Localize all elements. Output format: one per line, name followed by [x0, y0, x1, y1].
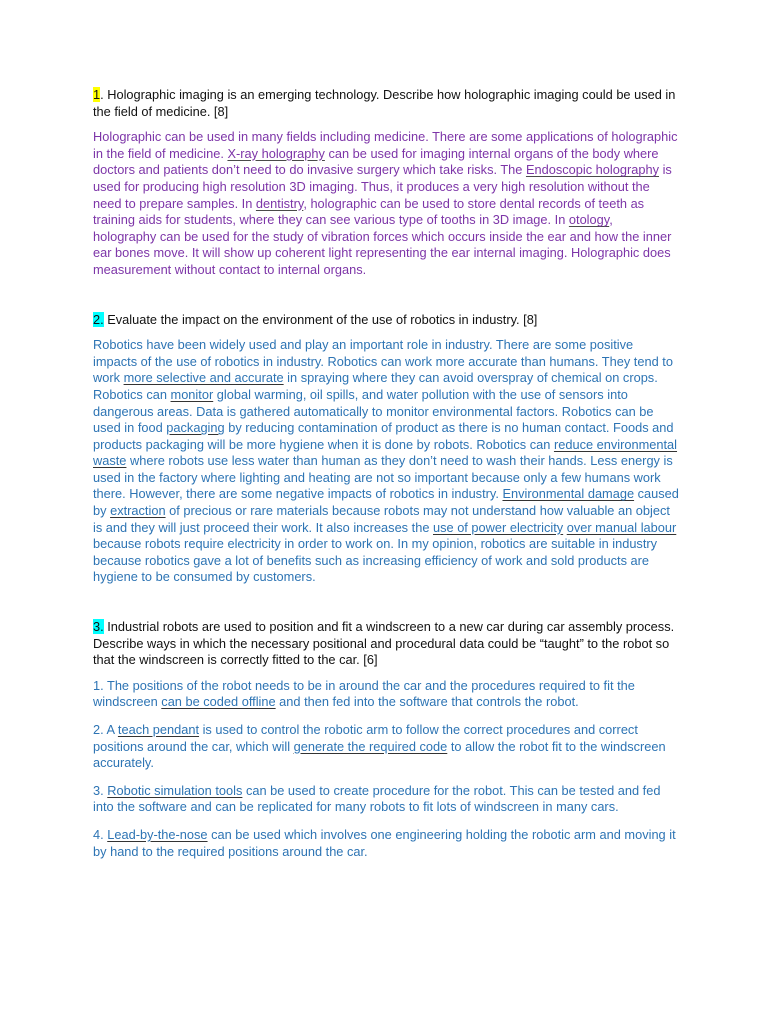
answer-2-underlined-term: Environmental damage	[502, 486, 635, 502]
answer-3-text: and then fed into the software that controls the robot.	[275, 694, 579, 710]
answer-3-underlined-term: generate the required code	[293, 738, 448, 754]
question-3-text: Industrial robots are used to position and fit a windscreen to a new car during car assembly process. Describe ways in which the necessary positional and procedural data could be “taught” to the robot so that the windscreen is correctly fitted to the car. [6]	[93, 619, 675, 668]
answer-2-text: in spraying where they can avoid overspray of chemical on crops. Robotics can	[93, 370, 658, 402]
answer-3-underlined-term: teach pendant	[117, 722, 200, 737]
question-3	[93, 619, 679, 669]
answer-3-text: 3.	[93, 782, 108, 798]
answer-2-underlined-term: over manual labour	[566, 519, 677, 535]
question-2-text: Evaluate the impact on the environment of the use of robotics in industry. [8]	[103, 311, 538, 327]
answer-1-underlined-term: dentistry	[255, 195, 304, 211]
answer-3-text: is used to control the robotic arm to follow the correct procedures and correct positions around the car, which will	[93, 722, 638, 754]
answer-3-item-1	[93, 678, 679, 711]
answer-3-item-2	[93, 722, 679, 772]
answer-3-text: to allow the robot fit to the windscreen accurately.	[93, 738, 666, 771]
question-2	[93, 312, 679, 329]
answer-3-text: can be used which involves one engineering holding the robotic arm and moving it by hand to the required positions around the car.	[93, 826, 676, 859]
answer-3-underlined-term: Robotic simulation tools	[107, 782, 243, 798]
answer-2-text: because robots require electricity in order to work on. In my opinion, robotics are suitable in industry because robotics gave a lot of benefits such as increasing efficiency of work and sold products are hygiene to be consumed by customers.	[93, 536, 658, 585]
answer-2	[93, 337, 679, 586]
answer-3-item-3	[93, 783, 679, 816]
question-1-number: 1	[93, 87, 101, 102]
answer-3-underlined-term: can be coded offline	[161, 694, 276, 710]
answer-1-text: , holographic can be used to store dental records of teeth as training aids for students, where they can see various type of tooths in 3D image. In	[93, 195, 645, 228]
answer-3-text: 2. A	[93, 722, 118, 737]
answer-3-text: 4.	[93, 826, 108, 842]
answer-1-text: can be used for imaging internal organs of the body where doctors and patients don’t need to do invasive surgery which take risks. The	[93, 145, 659, 178]
question-1-text: . Holographic imaging is an emerging technology. Describe how holographic imaging could be used in the field of medicine. [8]	[93, 87, 676, 119]
answer-3-text: can be used to create procedure for the robot. This can be tested and fed into the software and can be replicated for many robots to fit lots of windscreen in many cars.	[93, 782, 661, 815]
answer-1	[93, 129, 679, 278]
answer-3-item-4	[93, 827, 679, 860]
question-1	[93, 87, 679, 120]
answer-2-underlined-term: extraction	[110, 503, 166, 519]
answer-2-text: Robotics have been widely used and play an important role in industry. There are some positive impacts of the use of robotics in industry. Robotics can work more accurate than humans. They tend to work	[93, 337, 673, 386]
document-page	[93, 87, 679, 860]
answer-2-underlined-term: use of power electricity	[433, 519, 564, 535]
answer-2-underlined-term: reduce environmental waste	[93, 436, 678, 469]
answer-2-text: by reducing contamination of product as there is no human contact. Foods and products packaging will be more hygiene when it is done by robots. Robotics can	[93, 420, 674, 452]
answer-1-underlined-term: otology	[568, 212, 610, 228]
answer-1-text: , holography can be used for the study of vibration forces which occurs inside the ear and how the inner ear bones move. It will show up coherent light representing the ear internal imaging. Holographic does measurement without contact to internal organs.	[93, 212, 672, 277]
answer-2-underlined-term: monitor	[170, 386, 214, 402]
answer-1-underlined-term: X-ray holography	[227, 145, 325, 161]
answer-1-underlined-term: Endoscopic holography	[525, 162, 660, 178]
answer-2-underlined-term: more selective and accurate	[123, 370, 284, 386]
answer-2-text: of precious or rare materials because robots may not understand how valuable an object is and they will just proceed their work. It also increases the	[93, 503, 670, 535]
answer-2-text: caused by	[93, 486, 679, 519]
answer-3-underlined-term: Lead-by-the-nose	[107, 826, 208, 842]
answer-1-text: is used for producing high resolution 3D imaging. Thus, it produces a very high resolution without the need to prepare samples. In	[93, 162, 672, 211]
answer-2-text: where robots use less water than human as they don’t need to wash their hands. Less energy is used in the factory where lighting and heating are not so important because only a few humans work there. However, there are some negative impacts of robotics in industry.	[93, 453, 673, 502]
answer-2-text: global warming, oil spills, and water pollution with the use of sensors into dangerous areas. Data is gathered automatically to monitor environmental factors. Robotics can be used in food	[93, 386, 654, 436]
question-2-number: 2.	[93, 311, 104, 327]
answer-3-text: 1. The positions of the robot needs to be in around the car and the procedures required to fit the windscreen	[93, 677, 635, 710]
question-3-number: 3.	[93, 619, 104, 635]
answer-2-underlined-term: packaging	[166, 420, 225, 436]
answer-1-text: Holographic can be used in many fields including medicine. There are some applications of holographic in the field of medicine.	[93, 129, 678, 161]
